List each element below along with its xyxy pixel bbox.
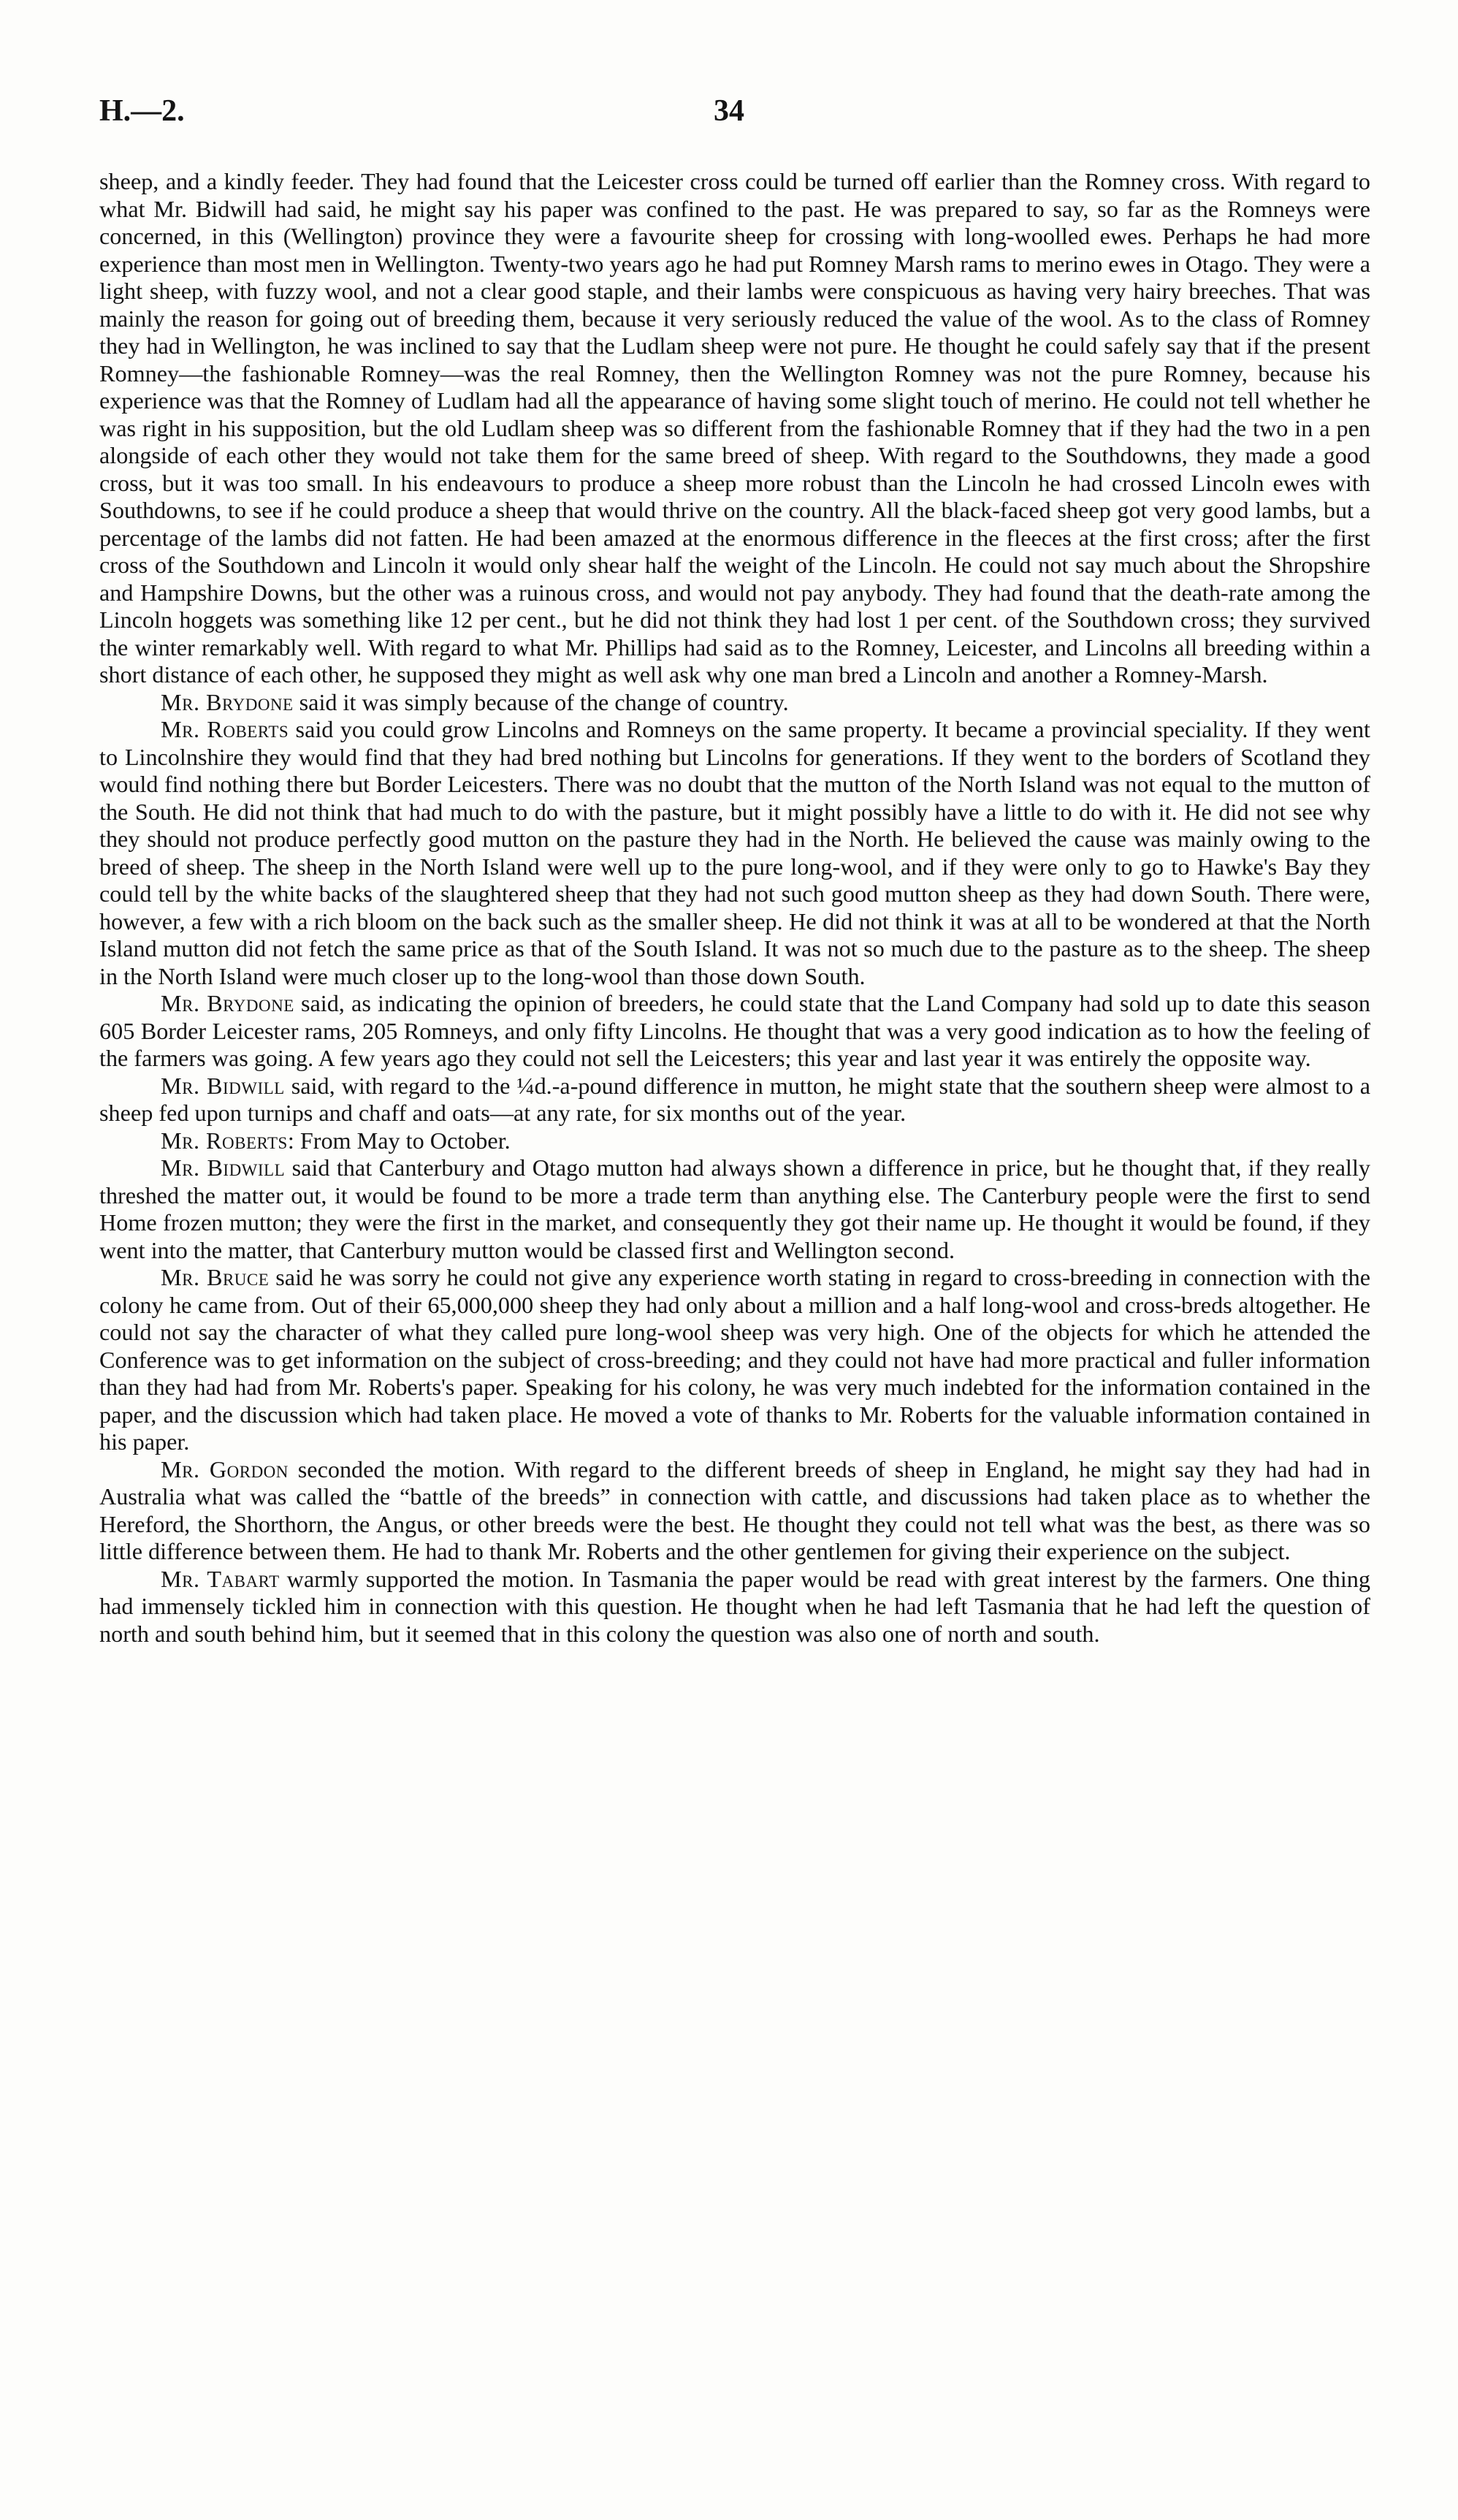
paragraph xyxy=(99,1264,1370,1456)
document-reference: H.—2. xyxy=(99,94,185,128)
paragraph-text: warmly supported the motion. In Tasmania the paper would be read with great interest by the farmers. One thing had immensely tickled him in connection with this question. He thought when he had left Tasmania that he had left the question of north and south behind him, but it seemed that in this colony the question was also one of north and south. xyxy=(99,1565,1370,1647)
paragraph xyxy=(99,1154,1370,1264)
paragraph xyxy=(99,1456,1370,1566)
paragraph-text: sheep, and a kindly feeder. They had found that the Leicester cross could be turned off earlier than the Romney cross. With regard to what Mr. Bidwill had said, he might say his paper was confined to the past. He was prepared to say, so far as the Romneys were concerned, in this (Wellington) province they were a favourite sheep for crossing with long-woolled ewes. Perhaps he had more experience than most men in Wellington. Twenty-two years ago he had put Romney Marsh rams to merino ewes in Otago. They were a light sheep, with fuzzy wool, and not a clear good staple, and their lambs were conspicuous as having very hairy breeches. That was mainly the reason for going out of breeding them, because it very seriously reduced the value of the wool. As to the class of Romney they had in Wellington, he was inclined to say that the Ludlam sheep were not pure. He thought he could safely say that if the present Romney—the fashionable Romney—was the real Romney, then the Wellington Romney was not the pure Romney, because his experience was that the Romney of Ludlam had all the appearance of having some slight touch of merino. He could not tell whether he was right in his supposition, but the old Ludlam sheep was so different from the fashionable Romney that if they had the two in a pen alongside of each other they would not take them for the same breed of sheep. With regard to the Southdowns, they made a good cross, but it was too small. In his endeavours to produce a sheep more robust than the Lincoln he had crossed Lincoln ewes with Southdowns, to see if he could produce a sheep that would thrive on the country. All the black-faced sheep got very good lambs, but a percentage of the lambs did not fatten. He had been amazed at the enormous difference in the fleeces at the first cross; after the first cross of the Southdown and Lincoln it would only shear half the weight of the Lincoln. He could not say much about the Shropshire and Hampshire Downs, but the other was a ruinous cross, and would not pay anybody. They had found that the death-rate among the Lincoln hoggets was something like 12 per cent., but he did not think they had lost 1 per cent. of the Southdown cross; they survived the winter remarkably well. With regard to what Mr. Phillips had said as to the Romney, Leicester, and Lincolns all breeding within a short distance of each other, he supposed they might as well ask why one man bred a Lincoln and another a Romney-Marsh. xyxy=(99,168,1370,688)
paragraph-text: : From May to October. xyxy=(287,1127,511,1154)
paragraph-text: said he was sorry he could not give any experience worth stating in regard to cross-breeding in connection with the colony he came from. Out of their 65,000,000 sheep they had only about a million and a half long-wool and cross-breds altogether. He could not say the character of what they called pure long-wool sheep was very high. One of the objects for which he attended the Conference was to get information on the subject of cross-breeding; and they could not have had more practical and fuller information than they had had from Mr. Roberts's paper. Speaking for his colony, he was very much indebted for the information contained in the paper, and the discussion which had taken place. He moved a vote of thanks to Mr. Roberts for the valuable information contained in his paper. xyxy=(99,1264,1370,1455)
paragraph-continued xyxy=(99,168,1370,689)
page-header xyxy=(99,94,1359,137)
speaker-name: Mr. Brydone xyxy=(161,990,294,1016)
speaker-name: Mr. Gordon xyxy=(161,1455,289,1482)
paragraph-text: said you could grow Lincolns and Romneys on the same property. It became a provincial speciality. If they went to Lincolnshire they would find that they had bred nothing but Lincolns for generations. If they went to the borders of Scotland they would find nothing there but Border Leicesters. There was no doubt that the mutton of the North Island was not equal to the mutton of the South. He did not think that had much to do with the pasture, but it might possibly have a little to do with it. He did not see why they should not produce perfectly good mutton on the pasture they had in the North. He believed the cause was mainly owing to the breed of sheep. The sheep in the North Island were well up to the pure long-wool, and if they were only to go to Hawke's Bay they could tell by the white backs of the slaughtered sheep that they had not such good mutton sheep as they had down South. There were, however, a few with a rich bloom on the back such as the smaller sheep. He did not think it was at all to be wondered at that the North Island mutton did not fetch the same price as that of the South Island. It was not so much due to the pasture as to the sheep. The sheep in the North Island were much closer up to the long-wool than those down South. xyxy=(99,716,1371,989)
paragraph-text: said that Canterbury and Otago mutton had always shown a difference in price, but he thought that, if they really threshed the matter out, it would be found to be more a trade term than anything else. The Canterbury people were the first to send Home frozen mutton; they were the first in the market, and consequently they got their name up. He thought it would be found, if they went into the matter, that Canterbury mutton would be classed first and Wellington second. xyxy=(99,1154,1371,1263)
speaker-name: Mr. Roberts xyxy=(161,1127,288,1154)
page-number: 34 xyxy=(714,94,744,128)
speaker-name: Mr. Brydone xyxy=(161,688,294,715)
speaker-name: Mr. Bruce xyxy=(161,1264,270,1290)
paragraph xyxy=(99,1127,1370,1155)
paragraph xyxy=(99,1566,1370,1648)
paragraph-text: seconded the motion. With regard to the different breeds of sheep in England, he might say they had had in Australia what was called the “battle of the breeds” in connection with cattle, and discussions had taken place as to whether the Hereford, the Shorthorn, the Angus, or other breeds were the best. He thought they could not tell what was the best, as there was so little difference between them. He had to thank Mr. Roberts and the other gentlemen for giving their experience on the subject. xyxy=(99,1455,1370,1564)
paragraph-text: said, with regard to the ¼d.-a-pound difference in mutton, he might state that the southern sheep were almost to a sheep fed upon turnips and chaff and oats—at any rate, for six months out of the year. xyxy=(99,1072,1370,1126)
speaker-name: Mr. Bidwill xyxy=(161,1154,286,1181)
paragraph xyxy=(99,1073,1370,1127)
paragraph-text: said, as indicating the opinion of breeders, he could state that the Land Company had sold up to date this season 605 Border Leicester rams, 205 Romneys, and only fifty Lincolns. He thought that was a very good indication as to how the feeling of the farmers was going. A few years ago they could not sell the Leicesters; this year and last year it was entirely the opposite way. xyxy=(99,990,1370,1071)
speaker-name: Mr. Tabart xyxy=(161,1565,280,1592)
speaker-name: Mr. Bidwill xyxy=(161,1072,285,1099)
paragraph xyxy=(99,689,1370,717)
paragraph-text: said it was simply because of the change of country. xyxy=(293,688,789,715)
paragraph xyxy=(99,716,1370,990)
document-body xyxy=(99,168,1370,1648)
paragraph xyxy=(99,990,1370,1073)
speaker-name: Mr. Roberts xyxy=(161,716,289,742)
